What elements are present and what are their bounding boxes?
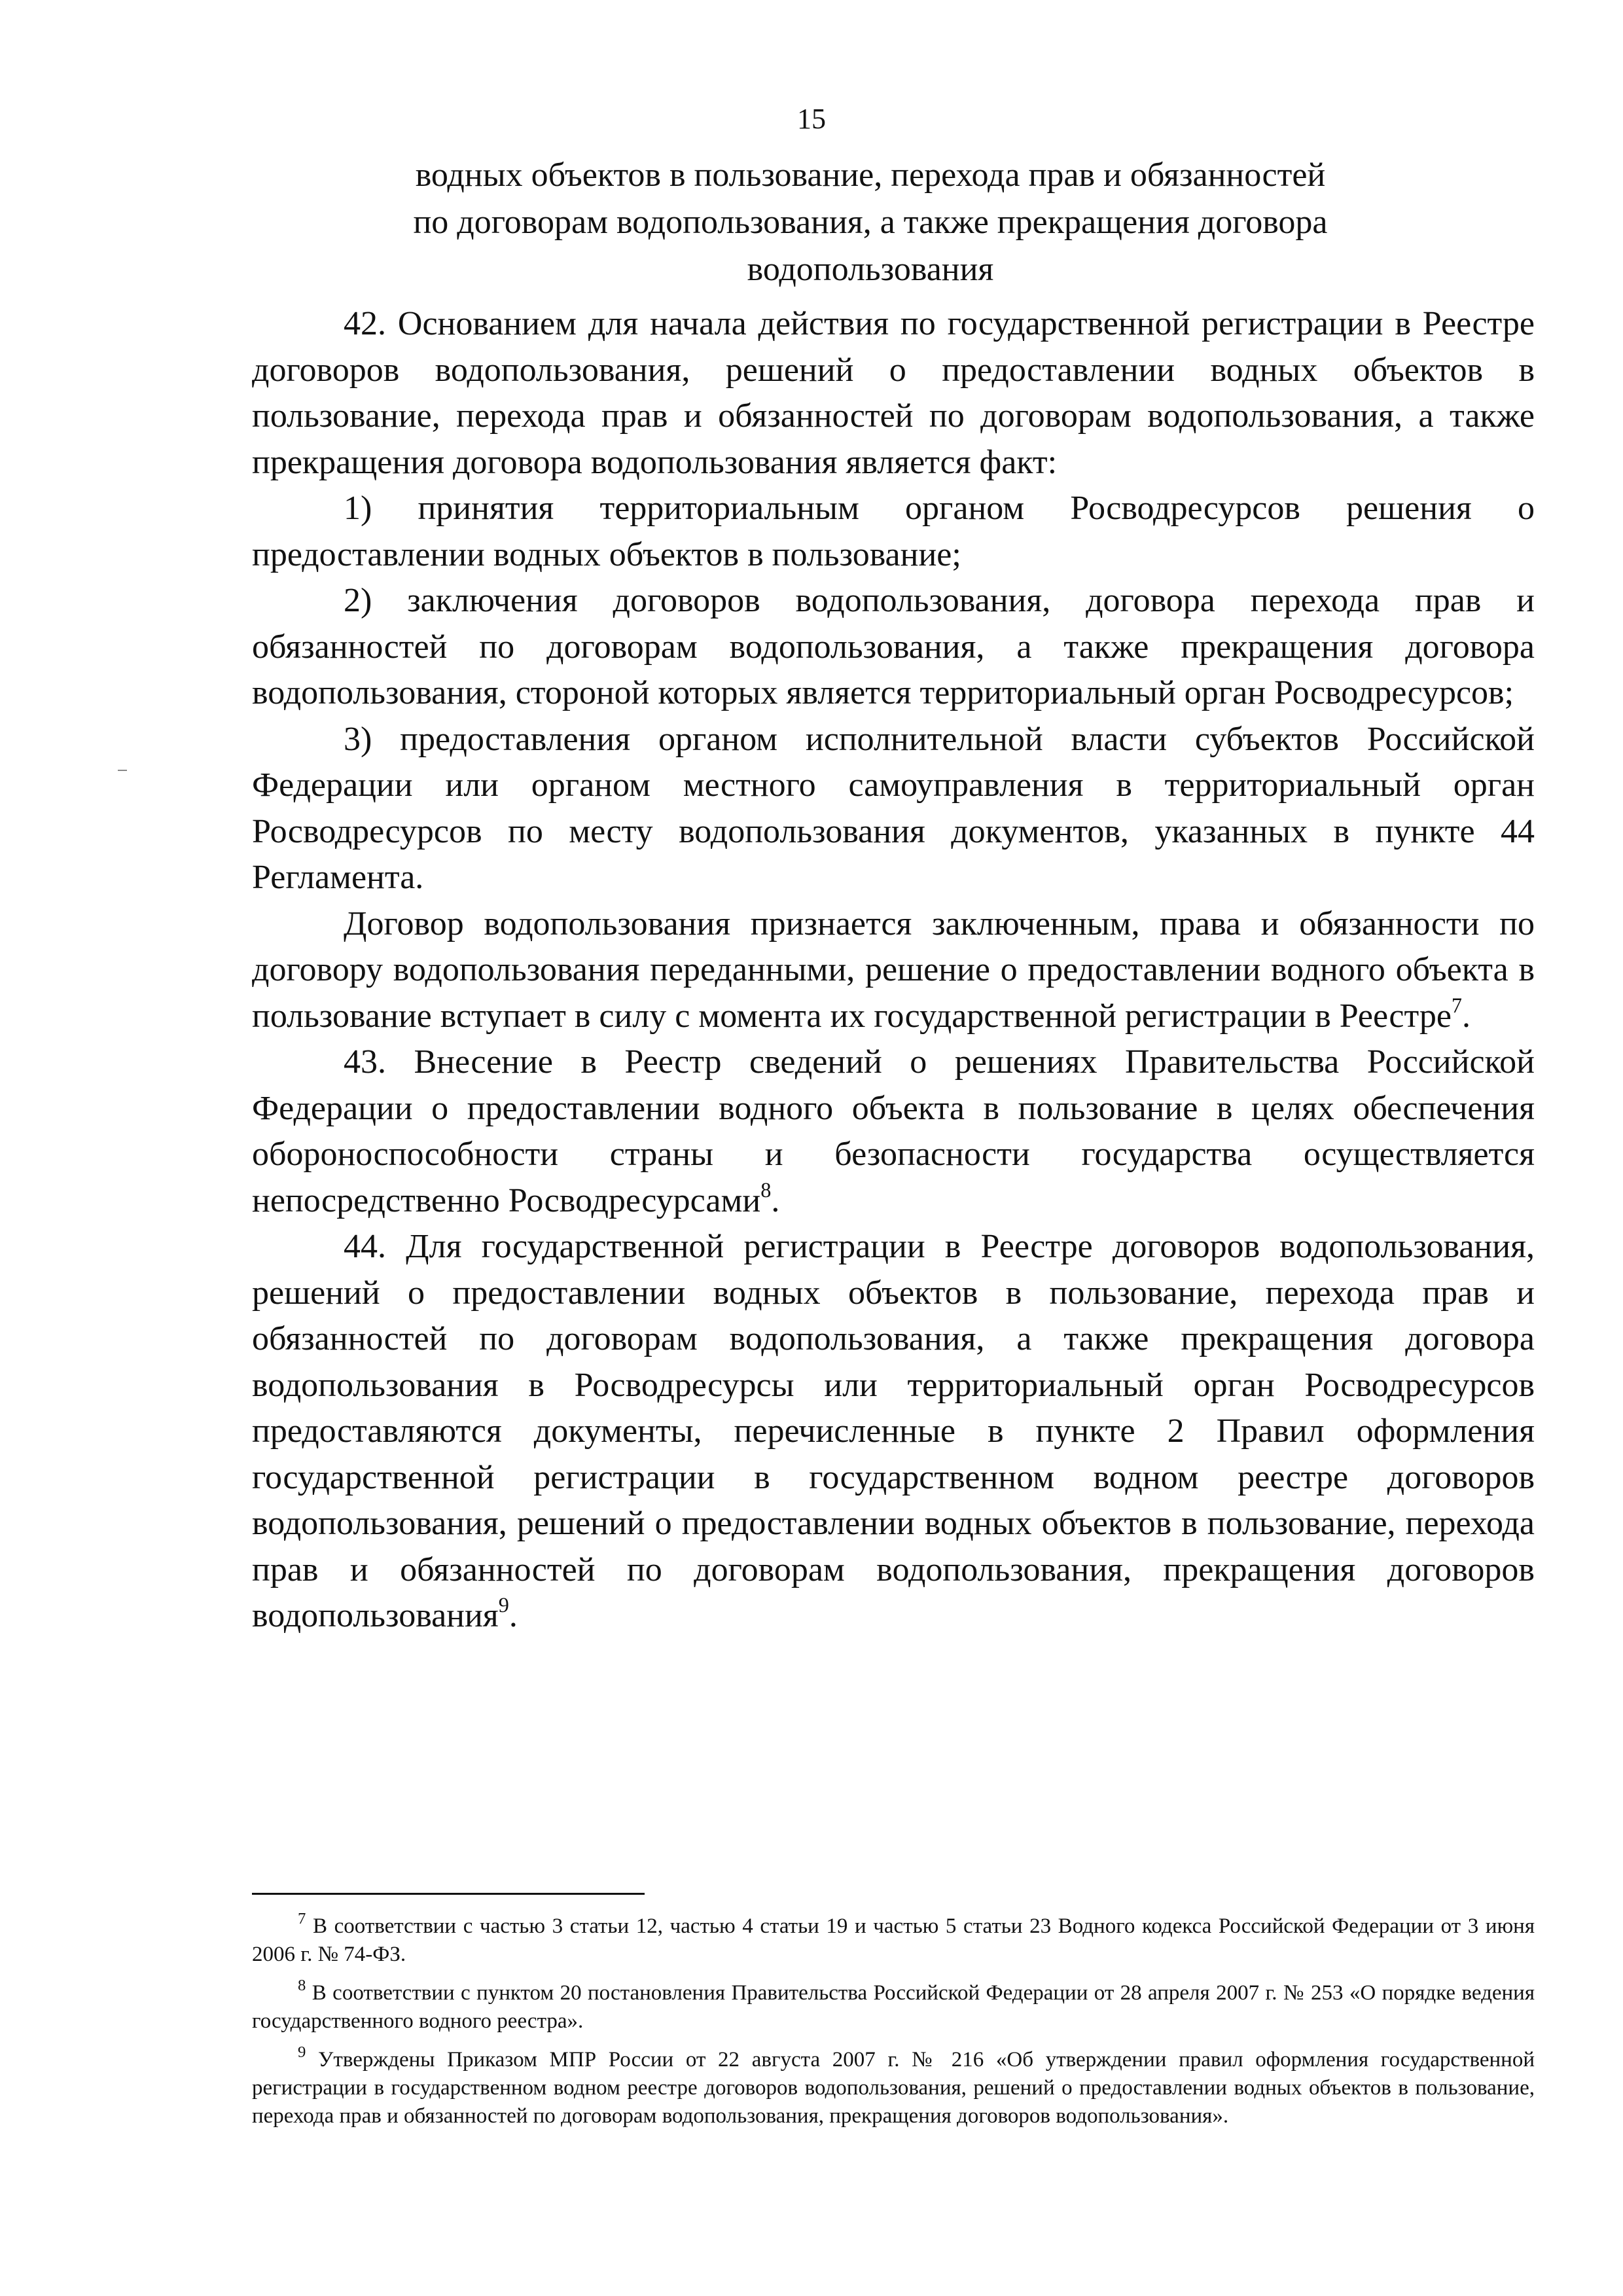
heading-line-3: водопользования [747,251,994,288]
footnote-9 [252,2043,1535,2130]
footnote-text: В соответствии с пунктом 20 постановления Правительства Российской Федерации от 28 апреля 2007 г. № 253 «О порядке ведения государственного водного реестра». [252,1981,1535,2033]
body-text [252,301,1535,1640]
footnote-ref-8: 8 [760,1177,772,1202]
footnote-ref-7: 7 [1451,993,1463,1017]
section-heading [327,152,1414,293]
footnotes [252,1909,1535,2141]
p43-text: 43. Внесение в Реестр сведений о решениях Правительства Российской Федерации о предоставлении водного объекта в пользование в целях обеспечения обороноспособности страны и безопасности государства осуществляется непосредственно Росводресурсами [252,1043,1535,1219]
footnote-ref-9: 9 [498,1593,509,1617]
footnote-separator [252,1893,645,1895]
p44-text: 44. Для государственной регистрации в Реестре договоров водопользования, решений о предоставлении водных объектов в пользование, перехода прав и обязанностей по договорам водопользования, а также прекращения договора водопользования в Росводресурсы или территориальный орган Росводресурсов предоставляются документы, перечисленные в пункте 2 Правил оформления государственной регистрации в государственном водном реестре договоров водопользования, решений о предоставлении водных объектов в пользование, перехода прав и обязанностей по договорам водопользования, прекращения договоров водопользования [252,1228,1535,1634]
footnote-8 [252,1976,1535,2036]
p44-period: . [508,1597,518,1634]
footnote-number: 8 [298,1976,306,1994]
paragraph-44 [252,1224,1535,1640]
list-item-2: 2) заключения договоров водопользования, договора перехода прав и обязанностей по договорам водопользования, а также прекращения договора водопользования, стороной которых является территориальный орган Росводресурсов; [252,582,1535,711]
footnote-number: 9 [298,2043,306,2061]
list-item-3: 3) предоставления органом исполнительной власти субъектов Российской Федерации или органом местного самоуправления в территориальный орган Росводресурсов по месту водопользования документов, указанных в пункте 44 Регламента. [252,720,1535,896]
paragraph-43 [252,1039,1535,1224]
contract-period: . [1462,997,1471,1035]
heading-line-2: по договорам водопользования, а также прекращения договора [413,204,1328,241]
heading-line-1: водных объектов в пользование, перехода прав и обязанностей [415,156,1326,194]
footnote-7 [252,1909,1535,1969]
footnote-number: 7 [298,1909,306,1928]
footnote-text: Утверждены Приказом МПР России от 22 августа 2007 г. № 216 «Об утверждении правил оформления государственной регистрации в государственном водном реестре договоров водопользования, решений о предоставлении водных объектов в пользование, перехода прав и обязанностей по договорам водопользования, прекращения договоров водопользования». [252,2048,1535,2128]
page-number: 15 [797,103,826,135]
contract-text: Договор водопользования признается заключенным, права и обязанности по договору водопользования переданными, решение о предоставлении водного объекта в пользование вступает в силу с момента их государственной регистрации в Реестре [252,905,1535,1035]
p43-period: . [771,1181,780,1219]
footnote-text: В соответствии с частью 3 статьи 12, частью 4 статьи 19 и частью 5 статьи 23 Водного кодекса Российской Федерации от 3 июня 2006 г. № 74-ФЗ. [252,1914,1535,1966]
list-item-1: 1) принятия территориальным органом Росводресурсов решения о предоставлении водных объектов в пользование; [252,490,1535,573]
paragraph-contract [252,901,1535,1040]
margin-mark [118,770,127,771]
paragraph-42: 42. Основанием для начала действия по государственной регистрации в Реестре договоров водопользования, решений о предоставлении водных объектов в пользование, перехода прав и обязанностей по договорам водопользования, а также прекращения договора водопользования является факт: [252,305,1535,481]
